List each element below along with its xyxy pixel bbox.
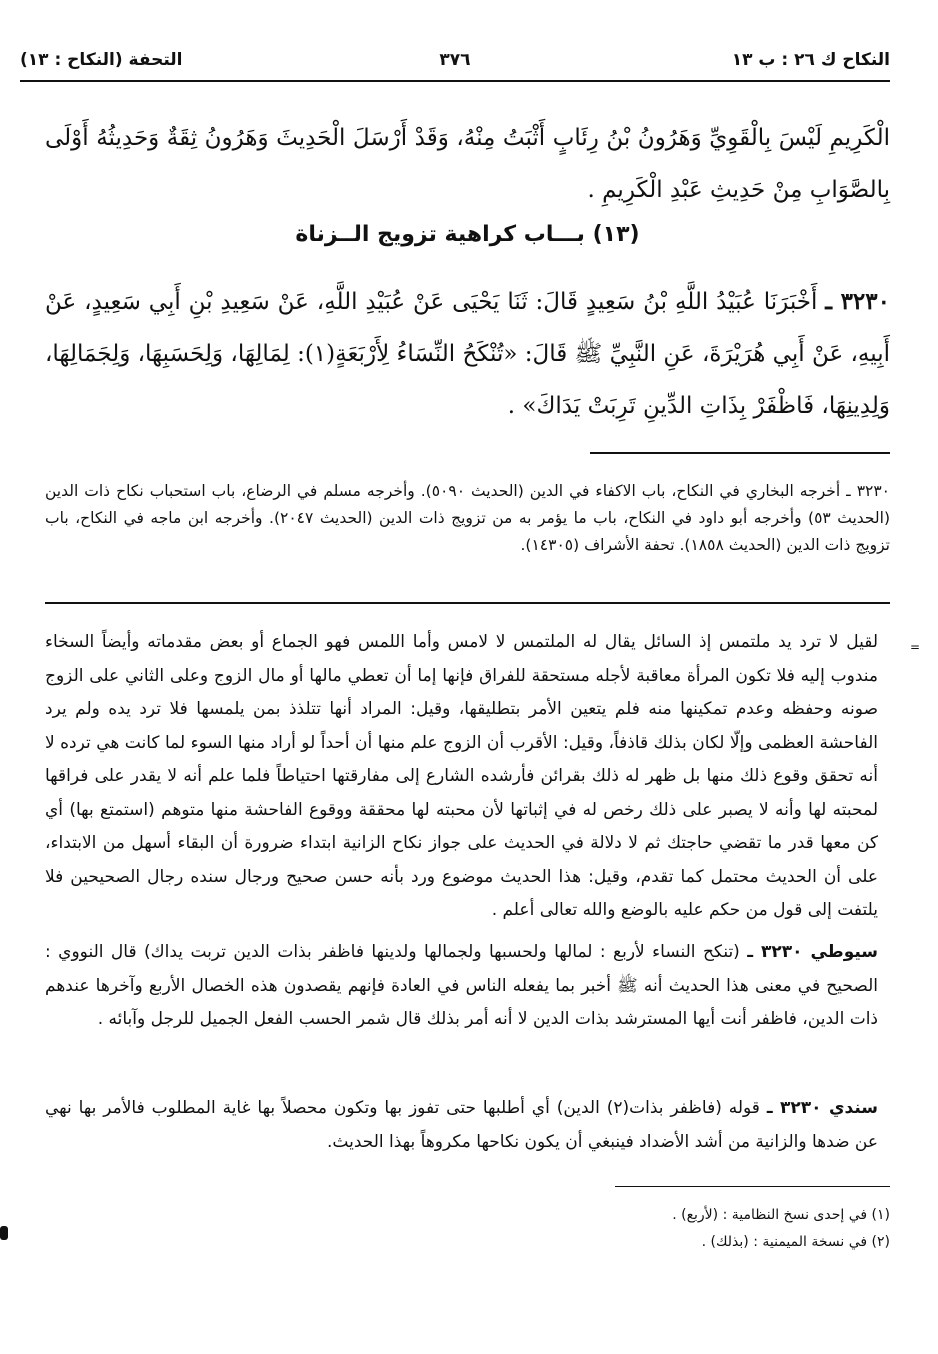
takhrij-note: ٣٢٣٠ ـ أخرجه البخاري في النكاح، باب الاكفاء في الدين (الحديث ٥٠٩٠). وأخرجه مسلم في الرضاع، باب استحباب نكاح ذات الدين (الحديث ٥٣) وأخرجه أبو داود في النكاح، باب ما يؤمر به من تزويج ذات الدين (الحديث ٢٠٤٧). وأخرجه ابن ماجه في النكاح، باب تزويج ذات الدين (الحديث ١٨٥٨). تحفة الأشراف (١٤٣٠٥).	[45, 482, 891, 554]
chapter-title: (١٣) بـــاب كراهية تزويج الــزناة	[295, 222, 640, 247]
suyuti-label: سيوطي ٣٢٣٠ ـ	[747, 942, 879, 962]
hadith-number: ٣٢٣٠ ـ	[825, 288, 890, 315]
page-header	[20, 50, 890, 76]
sindi-commentary	[45, 1092, 878, 1159]
suyuti-text: (تنكح النساء لأربع : لمالها ولحسبها ولجمالها ولدينها فاظفر بذات الدين تربت يداك) قال النووي : الصحيح في معنى هذا الحديث أنه ﷺ أخبر بما يفعله الناس في العادة فإنهم يقصدون هذه الخصال الأربع وآخرها عندهم ذات الدين، فاظفر أنت أيها المسترشد بذات الدين لا أنه أمر بذلك قال شمر الحسب الفعل الجميل للرجل وآبائه .	[45, 942, 878, 1029]
page-number: ٣٧٦	[439, 50, 471, 70]
commentary-paragraph: لقيل لا ترد يد ملتمس إذ السائل يقال له الملتمس لا لامس وأما اللمس فهو الجماع أو بعض مقدماته وأيضاً السخاء مندوب إليه فلا تكون المرأة معاقبة لأجله مستحقة للفراق فإنها إما أن تعطي مالها أو مال الزوج وعلى الثاني على الزوج صونه وحفظه وعدم تمكينها منه فلم يتعين الأمر بتطليقها، وقيل: المراد أنها تتلذذ بمن يلمسها فلا ترد يده ولم يرد الفاحشة العظمى وإلّا لكان بذلك قاذفاً، وقيل: الأقرب أن الزوج علم منها أن أحداً لو أراد منها السوء لما كانت هي ترده لا أنه تحقق وقوع ذلك منها بل ظهر له ذلك بقرائن فأرشده الشارع إلى مفارقتها احتياطاً فلما علم أنه لا يقدر على فراقها لمحبته لها وأنه لا يصبر على ذلك رخص له في إثباتها لأن محبته لها محققة ووقوع الفاحشة منها متوهم (استمتع بها) أي كن معها قدر ما تقضي حاجتك ثم لا دلالة في الحديث على جواز نكاح الزانية ابتداء ضرورة أن البقاء أسهل من الابتداء، على أن الحديث محتمل كما تقدم، وقيل: هذا الحديث موضوع ورد بأنه حسن صحيح ورجال سنده رجال الصحيحين فلا يلتفت إلى قول من حكم عليه بالوضع والله تعالى أعلم .	[45, 632, 878, 920]
footnotes	[300, 1202, 890, 1256]
suyuti-commentary	[45, 936, 878, 1037]
hadith-block	[45, 276, 890, 432]
continuation-marker: =	[909, 640, 920, 654]
hadith-text: أَخْبَرَنَا عُبَيْدُ اللَّهِ بْنُ سَعِيدٍ قَالَ: ثَنَا يَحْيَى عَنْ عُبَيْدِ اللَّهِ، عَنْ سَعِيدِ بْنِ أَبِي سَعِيدٍ، عَنْ أَبِيهِ، عَنْ أَبِي هُرَيْرَةَ، عَنِ النَّبِيِّ ﷺ قَالَ: «تُنْكَحُ النِّسَاءُ لِأَرْبَعَةٍ(١): لِمَالِهَا، وَلِحَسَبِهَا، وَلِجَمَالِهَا، وَلِدِينِهَا، فَاظْفَرْ بِذَاتِ الدِّينِ تَرِبَتْ يَدَاكَ» .	[45, 289, 890, 419]
header-tuhfa-ref: التحفة (النكاح : ١٣)	[20, 50, 183, 70]
footnote-item: (٢) في نسخة الميمنية : (بذلك) .	[701, 1234, 890, 1250]
header-divider	[20, 80, 890, 82]
header-chapter-ref: النكاح ك ٢٦ : ب ١٣	[731, 50, 890, 70]
sindi-label: سندي ٣٢٣٠ ـ	[766, 1098, 879, 1118]
sindi-text: قوله (فاظفر بذات(٢) الدين) أي أطلبها حتى تفوز بها وتكون محصلاً بها غاية المطلوب فالأمر بها نهي عن ضدها والزانية من أشد الأضداد فينبغي أن يكون نكاحها مكروهاً بهذا الحديث.	[45, 1098, 878, 1152]
continuation-text: الْكَرِيمِ لَيْسَ بِالْقَوِيِّ وَهَرُونُ بْنُ رِئَابٍ أَثْبَتُ مِنْهُ، وَقَدْ أَرْسَلَ الْحَدِيثَ وَهَرُونُ ثِقَةٌ وَحَدِيثُهُ أَوْلَى بِالصَّوَابِ مِنْ حَدِيثِ عَبْدِ الْكَرِيمِ .	[45, 125, 890, 203]
text-divider	[590, 452, 890, 454]
footnote-item: (١) في إحدى نسخ النظامية : (لأربع) .	[672, 1207, 890, 1223]
footnote-divider	[615, 1186, 890, 1187]
commentary-divider	[45, 602, 890, 604]
scan-mark	[0, 1226, 8, 1240]
